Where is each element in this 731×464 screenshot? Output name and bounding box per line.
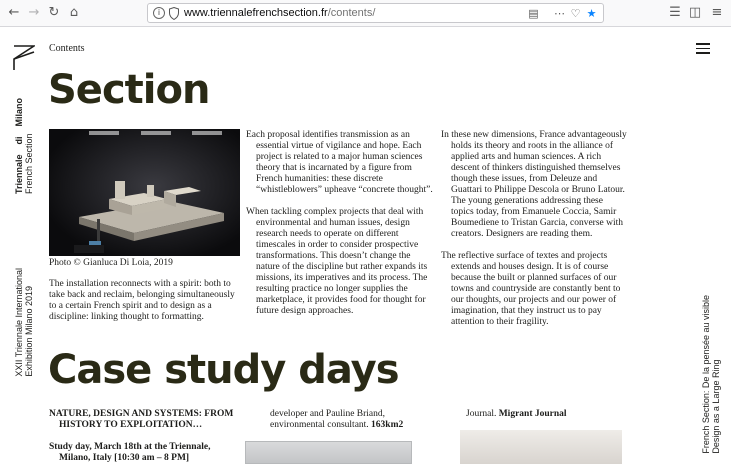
sidebar-toggle-icon[interactable]: ◫ bbox=[688, 5, 702, 20]
contents-link[interactable]: Contents bbox=[49, 43, 85, 54]
case-study-title: Case study days bbox=[48, 347, 399, 393]
library-icon[interactable]: ☰ bbox=[669, 5, 681, 20]
menu-icon[interactable]: ≡ bbox=[711, 5, 723, 20]
right-vertical-title: French Section: De la pensée au visible Design as a Large Ring bbox=[701, 295, 721, 454]
case-study-date: Study day, March 18th at the Triennale, Milano, Italy [10:30 am – 8 PM] bbox=[49, 442, 211, 463]
address-bar[interactable] bbox=[147, 3, 604, 23]
reader-view-icon[interactable]: ▤ bbox=[528, 7, 539, 20]
section-column-2 bbox=[246, 130, 434, 317]
page bbox=[0, 28, 731, 464]
hamburger-menu-icon[interactable] bbox=[696, 43, 710, 54]
arrow-right-icon[interactable]: → bbox=[28, 5, 40, 20]
brand-vertical-text[interactable]: Triennale di Milano French Section bbox=[14, 98, 34, 195]
intro-paragraph: The installation reconnects with a spirit: both to take back and reclaim, belonging simultaneously to a certain French spirit and to design as a discipline: linking thought to formatting. bbox=[49, 279, 235, 322]
col2-paragraph-1: Each proposal identifies transmission as an essential virtue of vigilance and hope. Each project is related to a major human sciences theory that is incarnated by a figure from French humanities: these discrete “whistleblowers” upheave “concrete thought”. bbox=[246, 130, 433, 195]
bookmark-star-icon[interactable]: ★ bbox=[586, 7, 597, 20]
reload-icon[interactable]: ↻ bbox=[48, 5, 60, 20]
arrow-left-icon[interactable]: ← bbox=[8, 5, 20, 20]
section-title: Section bbox=[48, 67, 210, 113]
photo-caption: Photo © Gianluca Di Loia, 2019 bbox=[49, 258, 173, 268]
exhibition-vertical-text: XXII Triennale International Exhibition Milano 2019 bbox=[14, 268, 34, 377]
case-study-link-163km2[interactable]: 163km2 bbox=[371, 420, 404, 430]
info-icon[interactable]: i bbox=[153, 7, 165, 19]
case-study-heading[interactable]: NATURE, DESIGN AND SYSTEMS: FROM HISTORY TO EXPLOITATION… bbox=[49, 409, 234, 430]
col3-paragraph-1: In these new dimensions, France advantageously holds its theory and roots in the alliance of applied arts and human sciences. A rich descent of thinkers distinguished themselves though these issues, from Deleuze and Guattari to Philippe Descola or Bruno Latour. The young generations addressing these topics today, from Emanuele Coccia, Samir Boumediene to Tristan Garcia, converse with creators. Designers are reading them. bbox=[441, 130, 627, 239]
home-icon[interactable]: ⌂ bbox=[69, 5, 79, 20]
case-study-column-1 bbox=[49, 409, 239, 464]
case-study-thumbnail-2[interactable] bbox=[460, 430, 622, 464]
case-study-column-3: Journal. Migrant Journal bbox=[466, 409, 567, 419]
browser-toolbar bbox=[0, 0, 731, 27]
installation-photo bbox=[49, 129, 240, 256]
shield-icon[interactable] bbox=[169, 7, 179, 20]
more-actions-icon[interactable]: ⋯ bbox=[554, 7, 565, 20]
col3-paragraph-2: The reflective surface of textes and projects extends and houses design. It is of course because the built or planned surfaces of our towns and countryside are constantly bent to our thoughts, our projects and our power of imagination, that they instruct us to pay attention to their fragility. bbox=[441, 251, 621, 327]
case-study-link-migrant-journal[interactable]: Migrant Journal bbox=[498, 409, 567, 419]
url-text[interactable]: www.triennalefrenchsection.fr/contents/ bbox=[184, 7, 376, 19]
case-study-column-2: developer and Pauline Briand, environmental consultant. 163km2 bbox=[270, 409, 404, 430]
triennale-logo-icon[interactable] bbox=[13, 45, 35, 71]
section-column-3 bbox=[441, 130, 627, 328]
col2-paragraph-2: When tackling complex projects that deal with environmental and human issues, design research needs to operate on different timescales in order to consider prospective transformations. This doesn’t change the nature of the discipline but rather expands its missions, its imperatives and its process. The resulting practice no longer supplies the marketplace, it provides food for thought for future design approaches. bbox=[246, 207, 428, 316]
case-study-thumbnail-1[interactable] bbox=[245, 441, 412, 464]
pocket-icon[interactable]: ♡ bbox=[570, 7, 581, 20]
